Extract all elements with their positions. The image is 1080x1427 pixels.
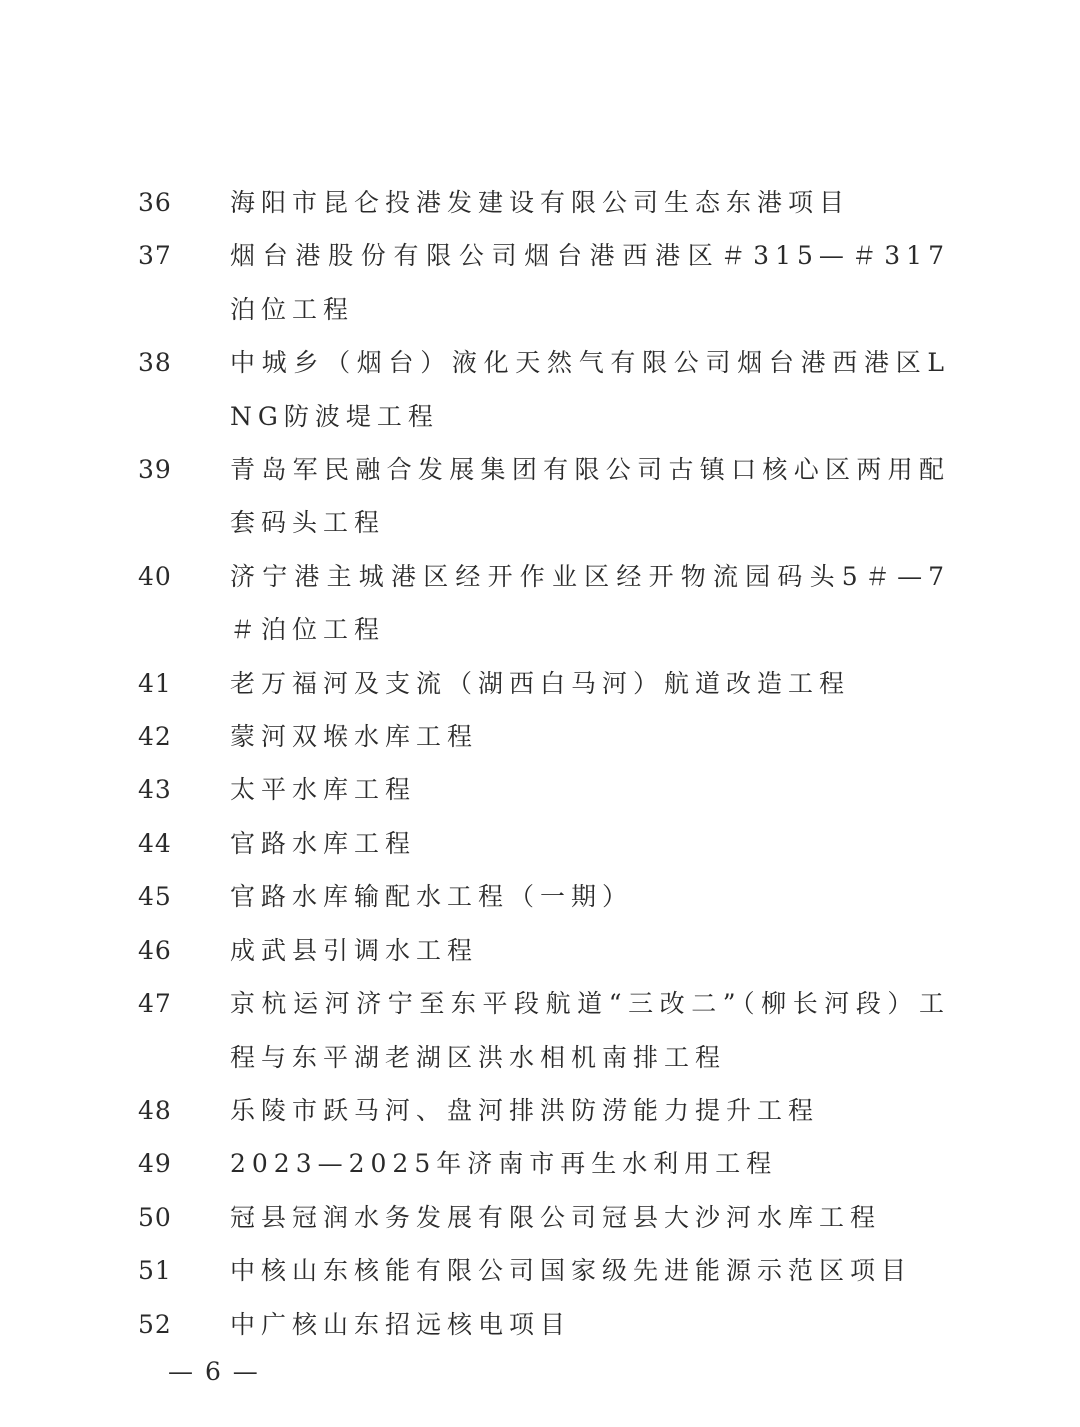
item-number: 36	[138, 188, 172, 217]
item-number: 51	[138, 1256, 172, 1286]
list-item	[0, 657, 1080, 710]
item-text: 济宁港主城港区经开作业区经开物流园码头5＃—7＃泊位工程	[230, 561, 950, 645]
item-text: 官路水库工程	[230, 828, 417, 858]
list-item	[0, 550, 1080, 657]
list-item	[0, 176, 1080, 229]
item-text: 乐陵市跃马河、盘河排洪防涝能力提升工程	[230, 1095, 820, 1125]
item-text: 太平水库工程	[230, 775, 417, 805]
item-number: 42	[138, 722, 172, 752]
item-text: 烟台港股份有限公司烟台港西港区＃315—＃317泊位工程	[230, 241, 950, 324]
item-text: 京杭运河济宁至东平段航道“三改二”（柳长河段）工程与东平湖老湖区洪水相机南排工程	[230, 989, 950, 1072]
item-text: 官路水库输配水工程（一期）	[230, 882, 634, 912]
list-item	[0, 1191, 1080, 1244]
item-number: 37	[138, 241, 172, 271]
item-number: 44	[138, 828, 172, 858]
item-text: 蒙河双堠水库工程	[230, 722, 479, 752]
item-text: 中核山东核能有限公司国家级先进能源示范区项目	[230, 1256, 913, 1286]
item-number: 40	[138, 561, 172, 591]
item-number: 49	[138, 1149, 172, 1179]
list-item	[0, 443, 1080, 550]
list-item	[0, 336, 1080, 443]
list-item	[0, 870, 1080, 923]
item-number: 50	[138, 1202, 172, 1232]
item-number: 38	[138, 348, 172, 378]
item-number: 41	[138, 668, 172, 698]
item-number: 52	[138, 1309, 172, 1339]
item-text: 成武县引调水工程	[230, 935, 479, 965]
item-number: 43	[138, 775, 172, 805]
list-item	[0, 1244, 1080, 1297]
list-item	[0, 1084, 1080, 1137]
project-list	[0, 176, 1080, 1351]
item-number: 48	[138, 1095, 172, 1125]
item-number: 47	[138, 989, 172, 1019]
item-text: 中广核山东招远核电项目	[230, 1309, 572, 1339]
item-text: 青岛军民融合发展集团有限公司古镇口核心区两用配套码头工程	[230, 455, 950, 538]
item-number: 46	[138, 935, 172, 965]
list-item	[0, 1298, 1080, 1351]
item-text: 老万福河及支流（湖西白马河）航道改造工程	[230, 668, 851, 698]
page-number: — 6 —	[168, 1357, 260, 1386]
list-item	[0, 817, 1080, 870]
item-text: 2023—2025年济南市再生水利用工程	[230, 1149, 778, 1179]
item-text: 中城乡（烟台）液化天然气有限公司烟台港西港区LNG防波堤工程	[230, 348, 950, 431]
item-number: 39	[138, 455, 172, 485]
list-item	[0, 924, 1080, 977]
list-item	[0, 710, 1080, 763]
list-item	[0, 763, 1080, 816]
list-item	[0, 229, 1080, 336]
list-item	[0, 1137, 1080, 1190]
item-number: 45	[138, 882, 172, 912]
list-item	[0, 977, 1080, 1084]
item-text: 海阳市昆仑投港发建设有限公司生态东港项目	[230, 188, 851, 217]
item-text: 冠县冠润水务发展有限公司冠县大沙河水库工程	[230, 1202, 882, 1232]
